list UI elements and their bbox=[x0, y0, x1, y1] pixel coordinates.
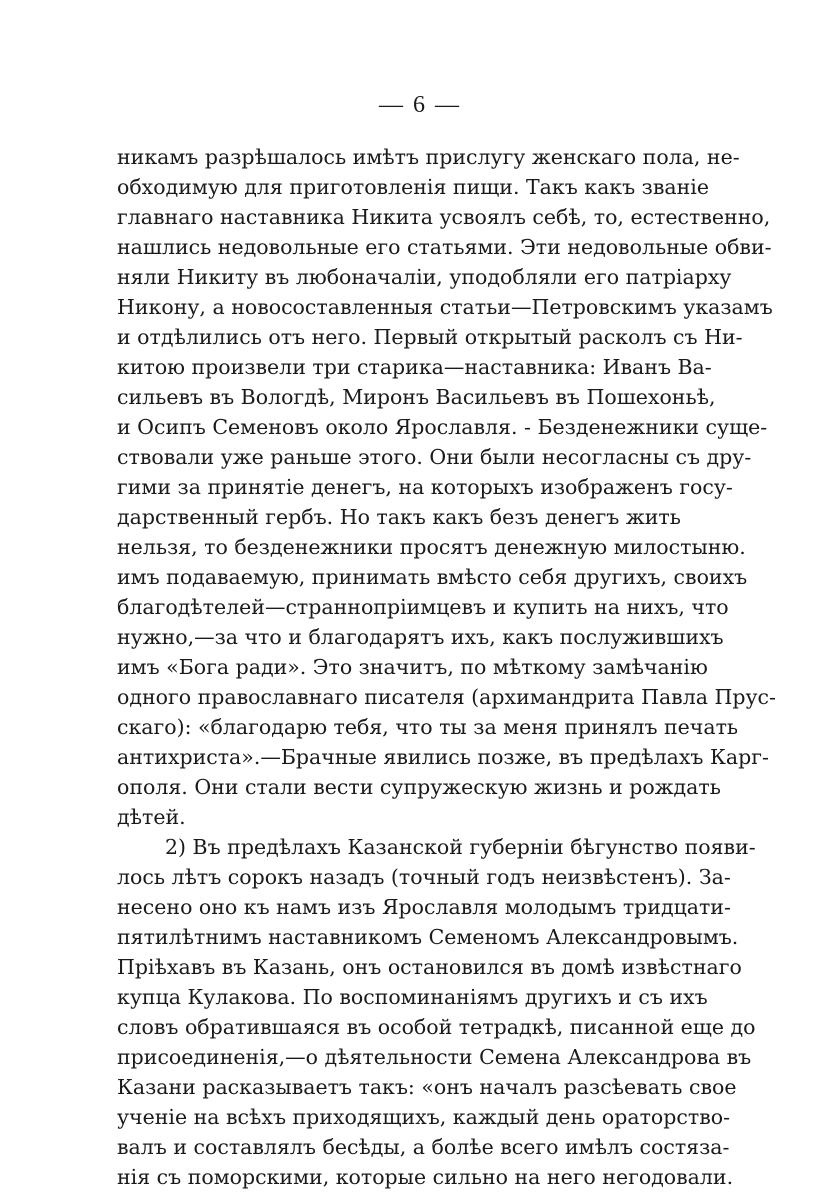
text-line: антихриста».—Брачные явились позже, въ предѣлахъ Карг- bbox=[117, 745, 769, 769]
text-line: купца Кулакова. По воспоминаніямъ другихъ и съ ихъ bbox=[117, 985, 708, 1009]
text-line: и отдѣлились отъ него. Первый открытый расколъ съ Ни- bbox=[117, 325, 743, 349]
text-line: дарственный гербъ. Но такъ какъ безъ денегъ жить bbox=[117, 505, 681, 529]
text-line: 2) Въ предѣлахъ Казанской губерніи бѣгунство появи- bbox=[165, 835, 756, 859]
text-line: обходимую для приготовленія пищи. Такъ какъ званіе bbox=[117, 175, 709, 199]
text-line: и Осипъ Семеновъ около Ярославля. - Безденежники суще- bbox=[117, 415, 768, 439]
text-line: главнаго наставника Никита усвоялъ себѣ, то, естественно, bbox=[117, 205, 771, 229]
text-line: нужно,—за что и благодарятъ ихъ, какъ послужившихъ bbox=[117, 625, 724, 649]
text-line: нельзя, то безденежники просятъ денежную милостыню. bbox=[117, 535, 746, 559]
text-line: присоединенія,—о дѣятельности Семена Александрова въ bbox=[117, 1045, 752, 1069]
text-line: сильевъ въ Вологдѣ, Миронъ Васильевъ въ Пошехоньѣ, bbox=[117, 385, 716, 409]
text-line: лось лѣтъ сорокъ назадъ (точный годъ неизвѣстенъ). За- bbox=[117, 865, 731, 889]
text-line: Пріѣхавъ въ Казань, онъ остановился въ домѣ извѣстнаго bbox=[117, 955, 742, 979]
text-line: благодѣтелей—страннопріимцевъ и купить на нихъ, что bbox=[117, 595, 729, 619]
text-line: словъ обратившаяся въ особой тетрадкѣ, писанной еще до bbox=[117, 1015, 756, 1039]
text-line: скаго): «благодарю тебя, что ты за меня принялъ печать bbox=[117, 715, 739, 739]
text-line: имъ «Бога ради». Это значитъ, по мѣткому замѣчанію bbox=[117, 655, 708, 679]
text-line: няли Никиту въ любоначаліи, уподобляли его патріарху bbox=[117, 265, 732, 289]
text-line: валъ и составлялъ бесѣды, а болѣе всего имѣлъ состяза- bbox=[117, 1135, 730, 1159]
text-line: гими за принятіе денегъ, на которыхъ изображенъ госу- bbox=[117, 475, 733, 499]
text-line: дѣтей. bbox=[117, 805, 186, 829]
text-line: никамъ разрѣшалось имѣтъ прислугу женскаго пола, не- bbox=[117, 145, 740, 169]
page-number: — 6 — bbox=[379, 92, 461, 118]
text-line: Казани расказываетъ такъ: «онъ началъ разсѣевать свое bbox=[117, 1075, 737, 1099]
text-line: Никону, а новосоставленныя статьи—Петровскимъ указамъ bbox=[117, 295, 773, 319]
text-line: нашлись недовольные его статьями. Эти недовольные обви- bbox=[117, 235, 772, 259]
text-line: имъ подаваемую, принимать вмѣсто себя другихъ, своихъ bbox=[117, 565, 748, 589]
body-text bbox=[117, 142, 776, 1192]
text-line: ополя. Они стали вести супружескую жизнь и рождать bbox=[117, 775, 721, 799]
text-line: одного православнаго писателя (архимандрита Павла Прус- bbox=[117, 685, 776, 709]
text-line: нія съ поморскими, которые сильно на него негодовали. bbox=[117, 1165, 734, 1189]
text-line: несено оно къ намъ изъ Ярославля молодымъ тридцати- bbox=[117, 895, 731, 919]
text-line: ствовали уже раньше этого. Они были несогласны съ дру- bbox=[117, 445, 752, 469]
text-line: ученіе на всѣхъ приходящихъ, каждый день ораторство- bbox=[117, 1105, 731, 1129]
text-line: китою произвели три старика—наставника: Иванъ Ва- bbox=[117, 355, 712, 379]
text-line: пятилѣтнимъ наставникомъ Семеномъ Александровымъ. bbox=[117, 925, 739, 949]
